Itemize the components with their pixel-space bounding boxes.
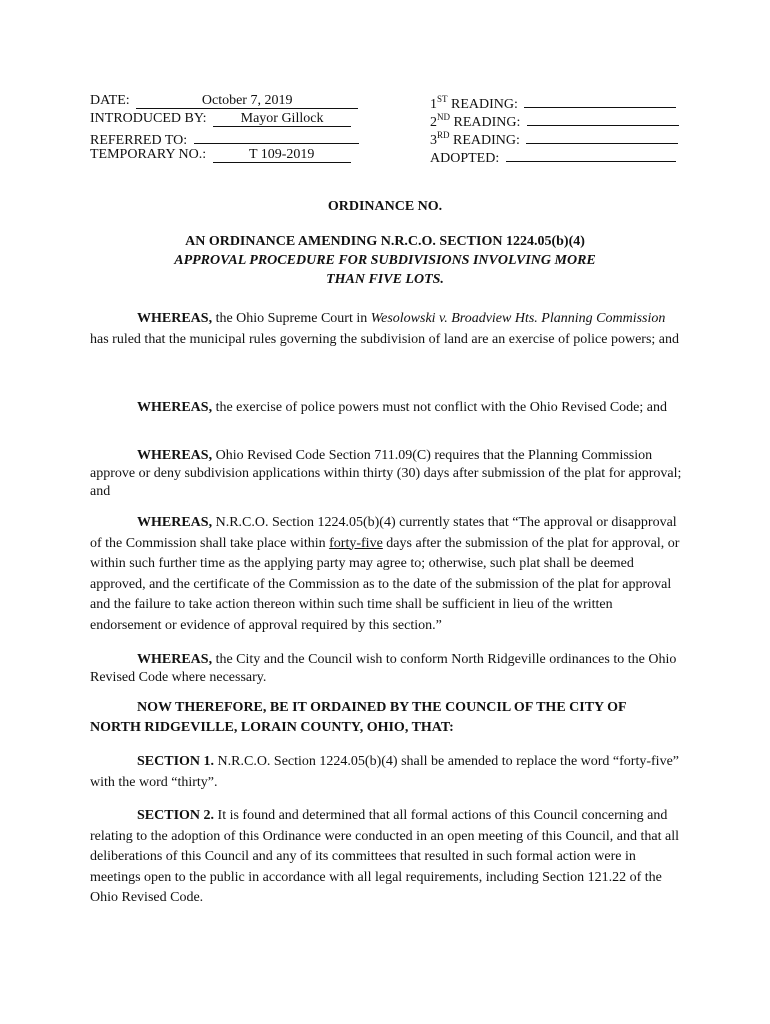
header-right-fields	[430, 92, 679, 164]
third-reading-row	[430, 128, 679, 146]
case-citation: Wesolowski v. Broadview Hts. Planning Commission	[370, 311, 666, 326]
temporary-no-value: T 109-2019	[213, 147, 351, 163]
date-label: DATE:	[90, 93, 130, 108]
whereas-5-text: the City and the Council wish to conform North Ridgeville ordinances to the Ohio Revised Code where necessary.	[90, 652, 677, 685]
temporary-no-row	[90, 146, 359, 164]
second-reading-blank	[527, 110, 679, 126]
whereas-paragraph-2	[90, 399, 680, 417]
date-value: October 7, 2019	[136, 93, 358, 109]
temporary-no-label: TEMPORARY NO.:	[90, 147, 207, 162]
whereas-label: WHEREAS,	[137, 652, 213, 667]
header-left-fields	[90, 92, 359, 164]
adopted-label: ADOPTED:	[430, 151, 500, 166]
date-row	[90, 92, 359, 110]
first-reading-blank	[524, 92, 676, 108]
adopted-row	[430, 146, 679, 164]
whereas-3-text: Ohio Revised Code Section 711.09(C) requires that the Planning Commission approve or deny subdivision applications within thirty (30) days after submission of the plat for approval; and	[90, 448, 682, 499]
section-1-label: SECTION 1.	[137, 754, 215, 769]
referred-row	[90, 128, 359, 146]
third-reading-label: 3RD READING:	[430, 130, 520, 148]
whereas-label: WHEREAS,	[137, 448, 213, 463]
title-line-1: AN ORDINANCE AMENDING N.R.C.O. SECTION 1224.05(b)(4)	[185, 234, 585, 249]
whereas-paragraph-1	[90, 309, 680, 350]
section-2-label: SECTION 2.	[137, 808, 215, 823]
whereas-1-text-a: the Ohio Supreme Court in	[212, 311, 371, 326]
ordinance-title	[0, 232, 770, 289]
introduced-row	[90, 110, 359, 128]
section-2-paragraph	[90, 806, 685, 909]
second-reading-label: 2ND READING:	[430, 112, 521, 130]
whereas-paragraph-3	[90, 447, 685, 501]
underlined-forty-five: forty-five	[329, 535, 383, 551]
adopted-blank	[506, 146, 676, 162]
whereas-paragraph-5	[90, 651, 680, 687]
introduced-label: INTRODUCED BY:	[90, 111, 207, 126]
referred-value	[194, 128, 359, 144]
whereas-4-text-b: days after the submission of the plat for approval, or within such further time as the applying party may agree to; otherwise, such plat shall be deemed approved, and the certificate of the Commission as to the date of the submission of the plat for approval and the failure to take action thereon within such time shall be sufficient in lieu of the written endorsement or evidence of approval required by this section.”	[90, 535, 680, 633]
section-1-paragraph	[90, 752, 680, 793]
section-1-text: N.R.C.O. Section 1224.05(b)(4) shall be amended to replace the word “forty-five” with the word “thirty”.	[90, 754, 679, 790]
whereas-1-text-b: has ruled that the municipal rules governing the subdivision of land are an exercise of police powers; and	[90, 331, 679, 347]
third-reading-blank	[526, 128, 678, 144]
whereas-4-text-a: N.R.C.O. Section 1224.05(b)(4) currently states that “The approval or disapproval of the Commission shall take place within	[90, 515, 677, 551]
ordained-clause: NOW THEREFORE, BE IT ORDAINED BY THE COUNCIL OF THE CITY OF NORTH RIDGEVILLE, LORAIN COUNTY, OHIO, THAT:	[90, 700, 627, 735]
whereas-label: WHEREAS,	[137, 311, 213, 326]
first-reading-label: 1ST READING:	[430, 94, 518, 112]
title-line-2: APPROVAL PROCEDURE FOR SUBDIVISIONS INVOLVING MORE	[174, 253, 596, 268]
ordinance-number-heading: ORDINANCE NO.	[327, 199, 443, 214]
whereas-label: WHEREAS,	[137, 400, 213, 415]
title-line-3: THAN FIVE LOTS.	[326, 272, 444, 287]
section-2-text: It is found and determined that all formal actions of this Council concerning and relating to the adoption of this Ordinance were conducted in an open meeting of this Council, and that all deliberations of this Council and any of its committees that resulted in such formal action were in meetings open to the public in accordance with all legal requirements, including Section 121.22 of the Ohio Revised Code.	[90, 808, 680, 905]
whereas-2-text: the exercise of police powers must not conflict with the Ohio Revised Code; and	[212, 400, 667, 415]
introduced-value: Mayor Gillock	[213, 111, 351, 127]
whereas-label: WHEREAS,	[137, 515, 213, 530]
second-reading-row	[430, 110, 679, 128]
first-reading-row	[430, 92, 679, 110]
referred-label: REFERRED TO:	[90, 133, 188, 148]
whereas-paragraph-4	[90, 513, 680, 636]
